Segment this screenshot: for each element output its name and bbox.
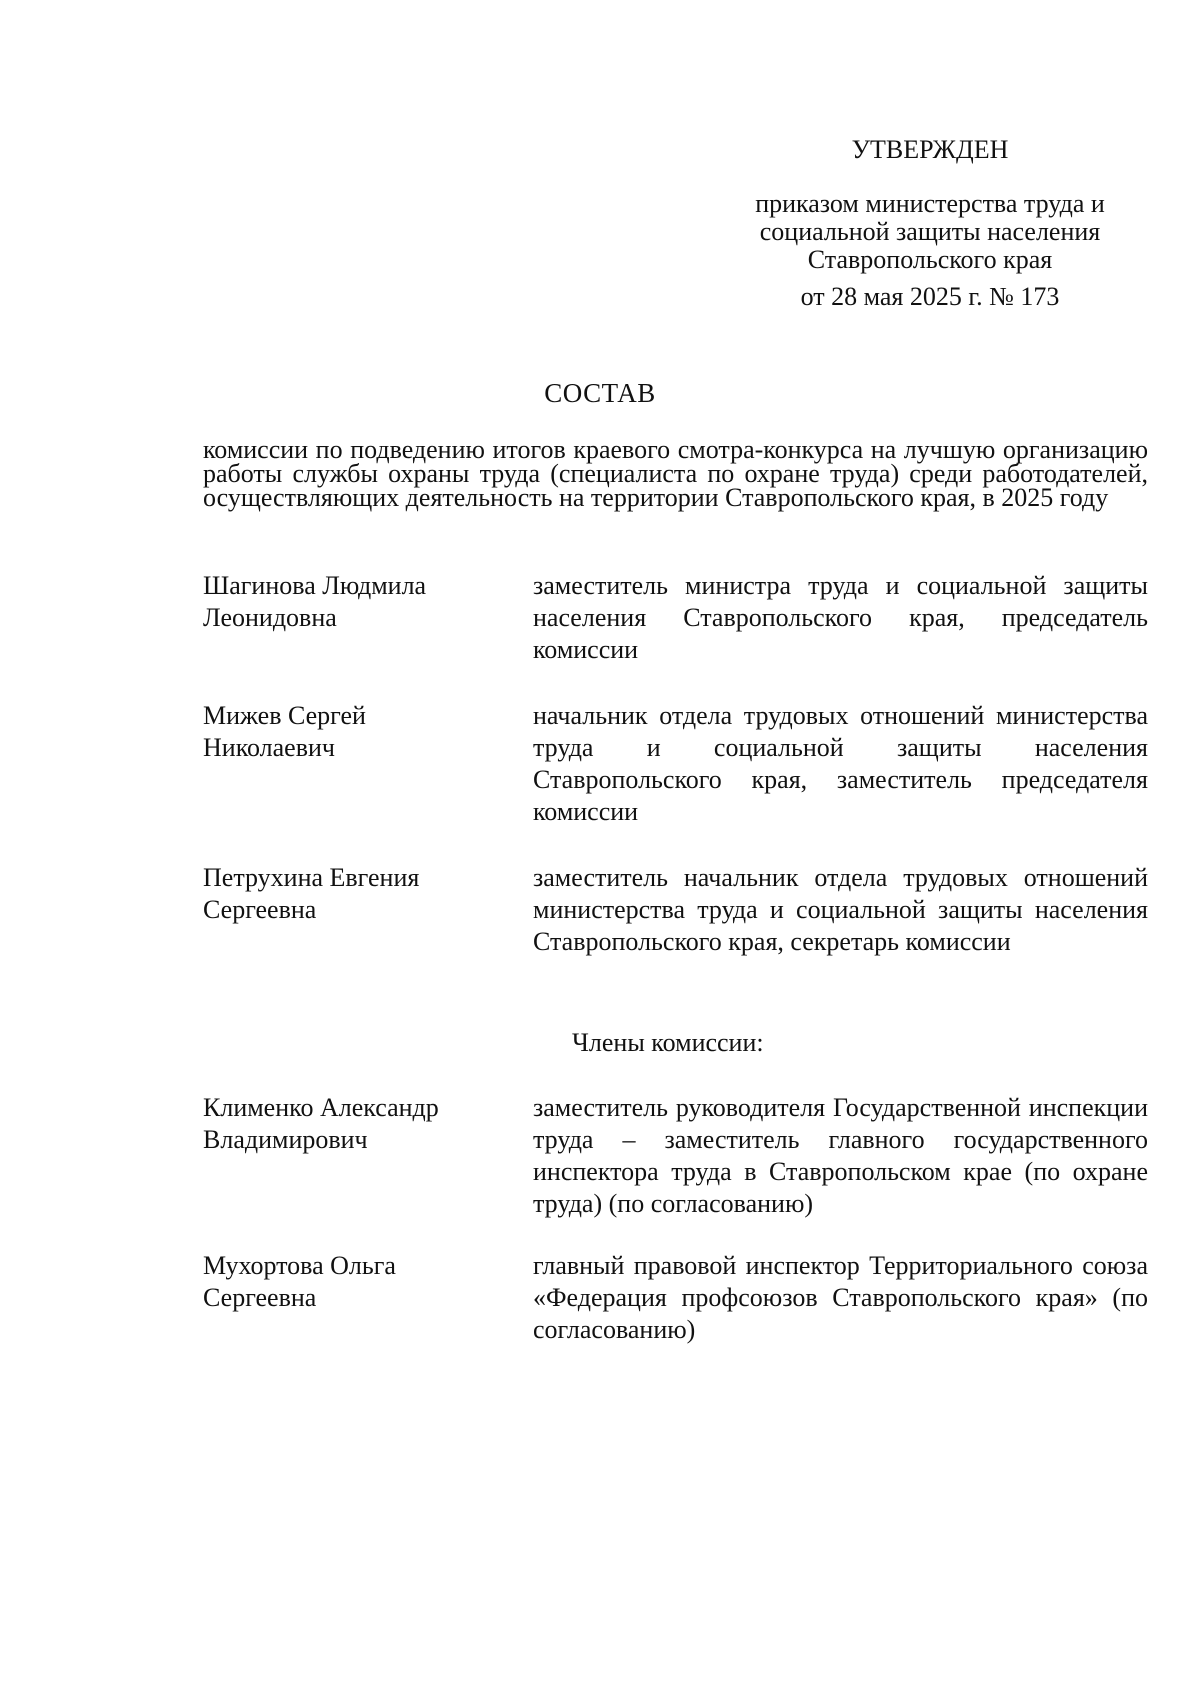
commission-member	[203, 1250, 1148, 1346]
member-name	[203, 1092, 533, 1220]
member-role: начальник отдела трудовых отношений министерства труда и социальной защиты населения Ставропольского края, заместитель председателя комиссии	[533, 701, 1148, 826]
member-patronymic: Николаевич	[203, 733, 335, 762]
approval-order-line: приказом министерства труда и	[755, 189, 1105, 218]
document-title: СОСТАВ	[544, 378, 656, 408]
commission-member	[203, 1092, 1148, 1220]
member-surname-given: Клименко Александр	[203, 1093, 439, 1122]
member-surname-given: Петрухина Евгения	[203, 863, 420, 892]
approval-date: от 28 мая 2025 г. № 173	[800, 282, 1060, 311]
member-role: главный правовой инспектор Территориального союза «Федерация профсоюзов Ставропольского края» (по согласованию)	[533, 1251, 1148, 1344]
approval-heading: УТВЕРЖДЕН	[851, 135, 1009, 164]
member-name	[203, 1250, 533, 1346]
member-surname-given: Мижев Сергей	[203, 701, 366, 730]
member-role: заместитель начальник отдела трудовых отношений министерства труда и социальной защиты населения Ставропольского края, секретарь комиссии	[533, 863, 1148, 956]
approval-order-line: Ставропольского края	[807, 245, 1053, 274]
member-patronymic: Сергеевна	[203, 1283, 317, 1312]
member-patronymic: Леонидовна	[203, 603, 337, 632]
member-name	[203, 570, 533, 666]
document-subtitle: комиссии по подведению итогов краевого смотра-конкурса на лучшую организацию работы службы охраны труда (специалиста по охране труда) среди работодателей, осуществляющих деятельность на территории Ставропольского края, в 2025 году	[203, 435, 1148, 512]
member-role: заместитель руководителя Государственной инспекции труда – заместитель главного государственного инспектора труда в Ставропольском крае (по охране труда) (по согласованию)	[533, 1093, 1148, 1218]
commission-chair	[203, 570, 1148, 666]
approval-order	[720, 190, 1140, 274]
commission-secretary	[203, 862, 1148, 958]
member-name	[203, 700, 533, 828]
member-patronymic: Сергеевна	[203, 895, 317, 924]
approval-order-line: социальной защиты населения	[759, 217, 1101, 246]
members-heading: Члены комиссии:	[572, 1028, 764, 1057]
commission-deputy-chair	[203, 700, 1148, 828]
member-surname-given: Мухортова Ольга	[203, 1251, 396, 1280]
member-role: заместитель министра труда и социальной защиты населения Ставропольского края, председатель комиссии	[533, 571, 1148, 664]
member-patronymic: Владимирович	[203, 1125, 368, 1154]
member-name	[203, 862, 533, 958]
member-surname-given: Шагинова Людмила	[203, 571, 427, 600]
